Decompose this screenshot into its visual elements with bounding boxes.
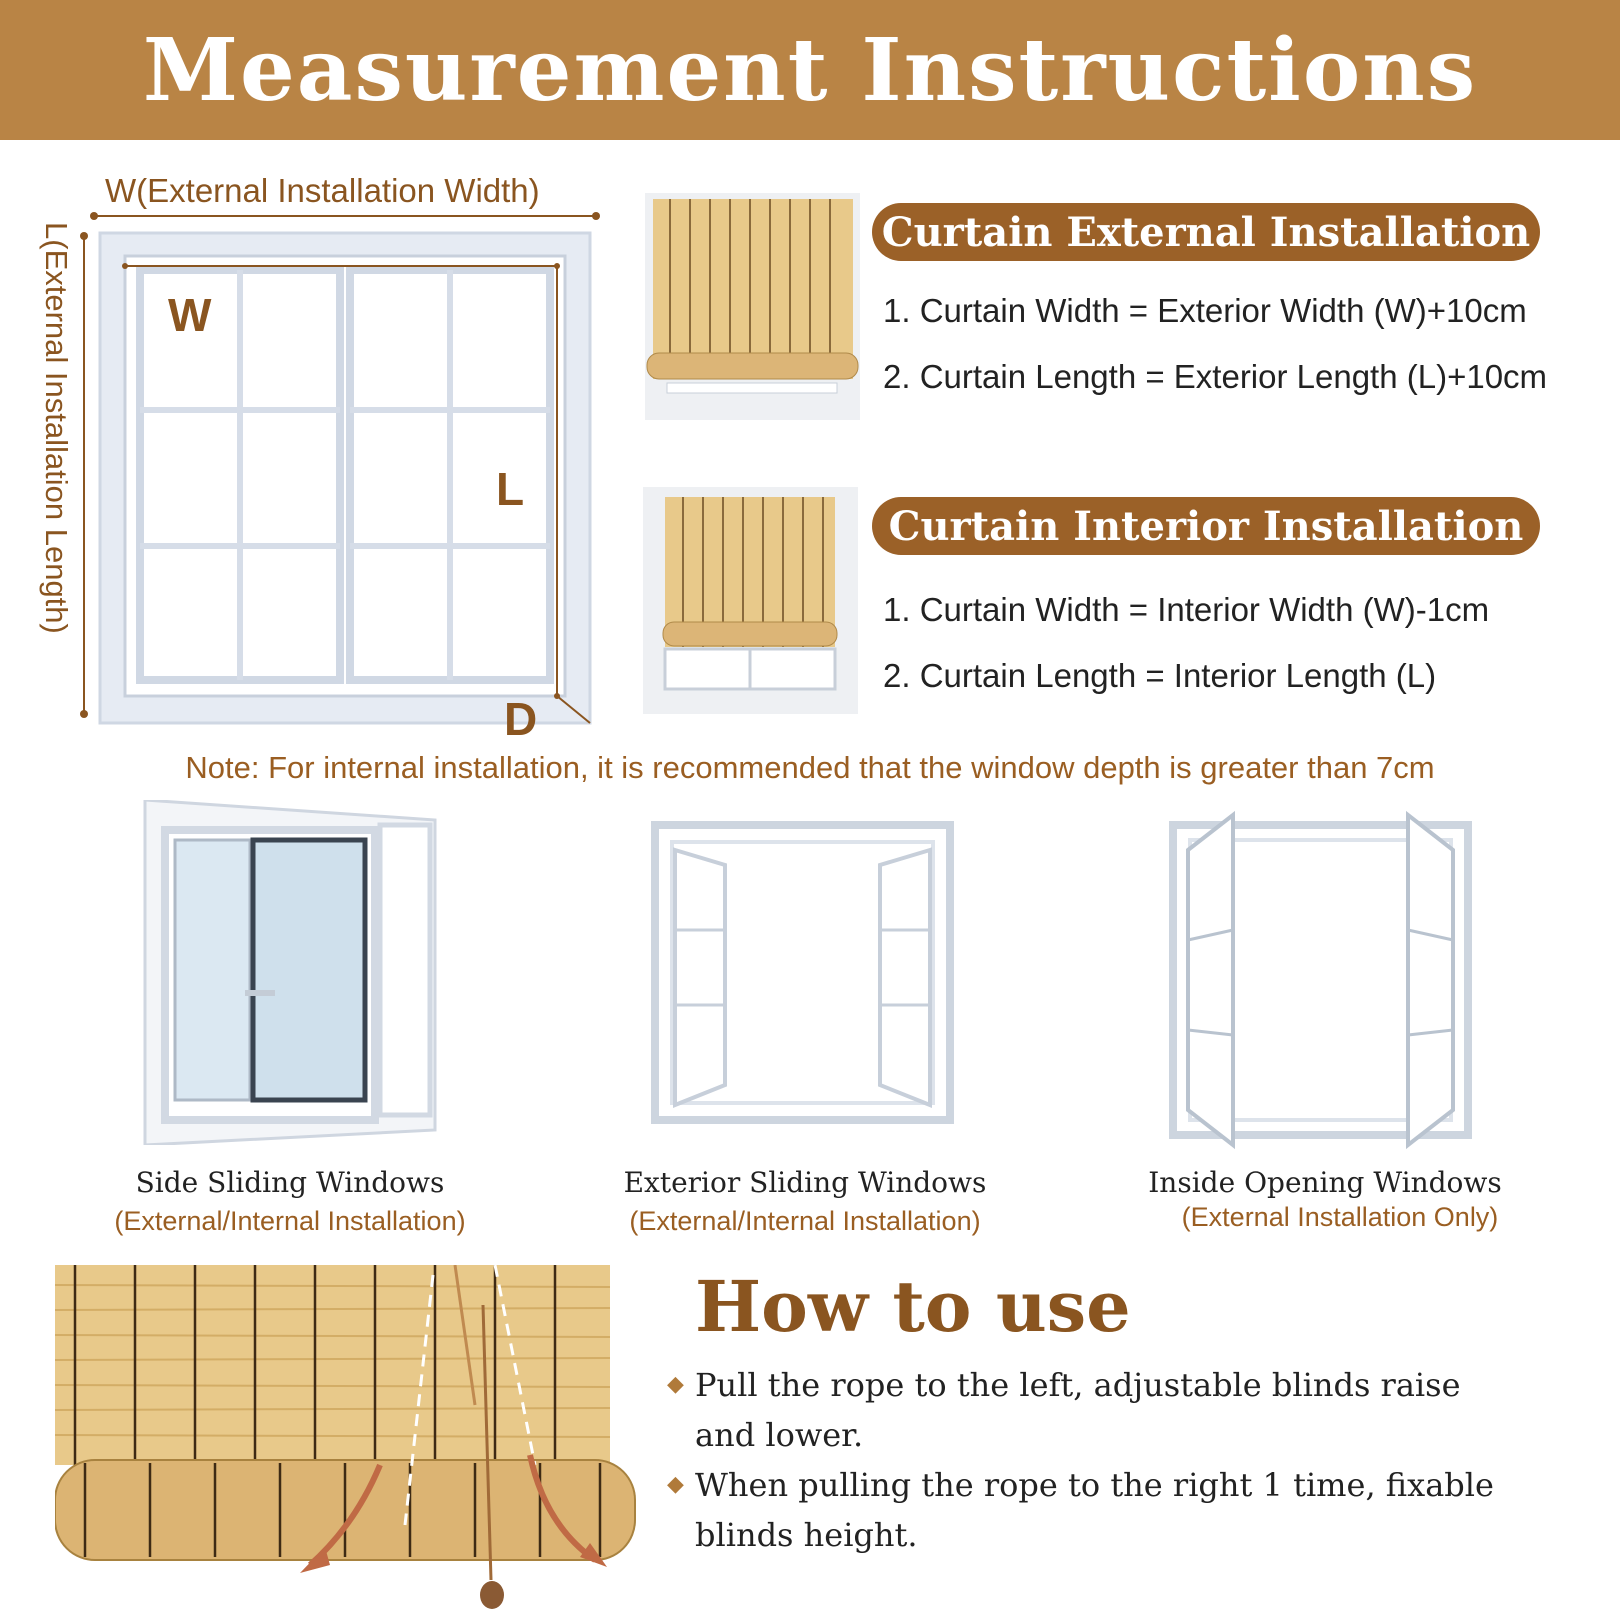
inside-opening-window-illustration xyxy=(1168,810,1473,1150)
side-sliding-window-illustration xyxy=(135,800,440,1145)
how-to-use-bullet: ◆ When pulling the rope to the right 1 time, fixable blinds height. xyxy=(695,1460,1495,1560)
interior-installation-title: Curtain Interior Installation xyxy=(872,497,1540,555)
window-type-subtitle: (External/Internal Installation) xyxy=(629,1206,981,1236)
interior-installation-thumbnail xyxy=(643,487,858,714)
window-type-title: Side Sliding Windows xyxy=(135,1166,445,1199)
how-to-use-bullet: ◆ Pull the rope to the left, adjustable blinds raise and lower. xyxy=(695,1360,1495,1460)
l-letter: L xyxy=(496,463,525,515)
diamond-bullet-icon: ◆ xyxy=(667,1472,684,1497)
external-rule-1: 1. Curtain Width = Exterior Width (W)+10cm xyxy=(883,292,1527,329)
w-letter: W xyxy=(168,289,212,341)
bamboo-blind-illustration xyxy=(55,1265,640,1610)
length-dimension-line xyxy=(76,230,92,720)
external-installation-title: Curtain External Installation xyxy=(872,203,1540,261)
width-dimension-line xyxy=(88,208,608,224)
window-type-subtitle: (External Installation Only) xyxy=(1181,1202,1499,1232)
length-dimension-label: L(External Installation Length) xyxy=(39,222,74,634)
diamond-bullet-icon: ◆ xyxy=(667,1372,684,1397)
how-to-use-title: How to use xyxy=(695,1265,1131,1348)
interior-rule-2: 2. Curtain Length = Interior Length (L) xyxy=(883,657,1437,694)
external-installation-thumbnail xyxy=(645,193,860,420)
external-rule-2: 2. Curtain Length = Exterior Length (L)+10cm xyxy=(883,358,1548,395)
page-title: Measurement Instructions xyxy=(142,19,1478,121)
d-letter: D xyxy=(504,693,538,745)
width-dimension-label: W(External Installation Width) xyxy=(105,172,540,209)
window-type-subtitle: (External/Internal Installation) xyxy=(114,1206,466,1236)
interior-rule-1: 1. Curtain Width = Interior Width (W)-1cm xyxy=(883,591,1490,628)
window-type-title: Exterior Sliding Windows xyxy=(623,1166,987,1199)
window-type-title: Inside Opening Windows xyxy=(1148,1166,1502,1199)
exterior-sliding-window-illustration xyxy=(650,820,955,1125)
depth-note: Note: For internal installation, it is recommended that the window depth is greater than 7cm xyxy=(185,750,1435,785)
header-banner xyxy=(0,0,1620,140)
